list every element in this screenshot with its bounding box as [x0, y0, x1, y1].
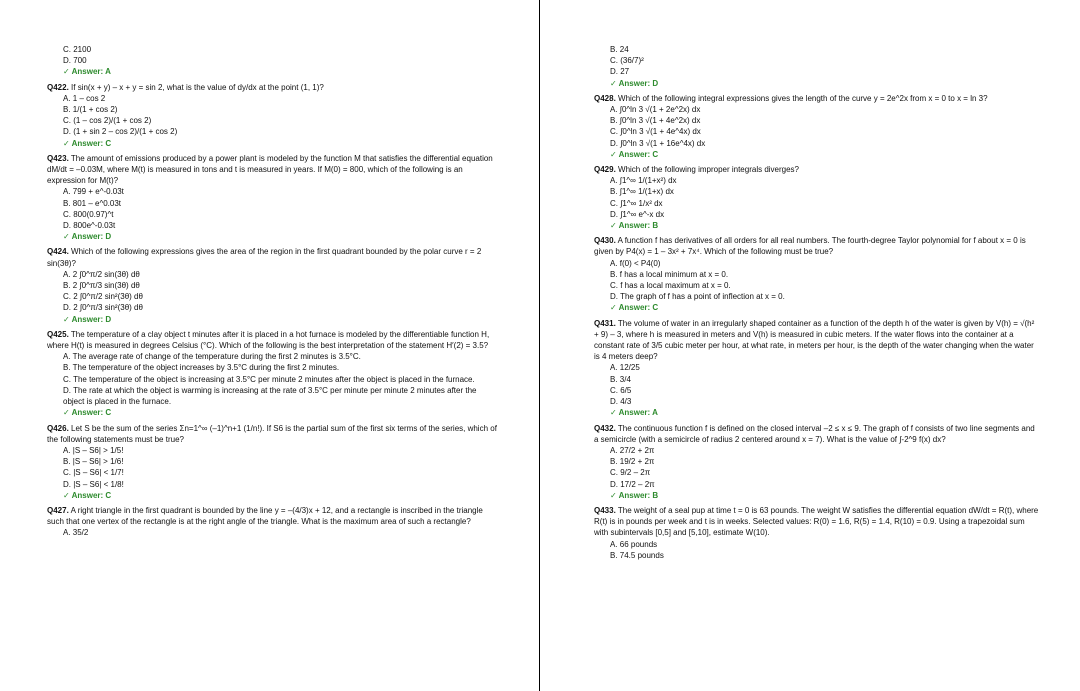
option: B. 74.5 pounds	[610, 550, 664, 560]
option: A. 27/2 + 2π	[610, 445, 655, 455]
checkmark-icon: ✓	[610, 149, 617, 159]
option: D. 17/2 – 2π	[610, 479, 655, 489]
checkmark-icon: ✓	[63, 67, 70, 77]
answer: ✓ Answer: A	[610, 408, 658, 418]
option: A. 12/25	[610, 363, 640, 373]
option: A. ∫1^∞ 1/(1+x²) dx	[610, 176, 677, 186]
option: C. The temperature of the object is increasing at 3.5°C per minute 2 minutes after the object is placed in the furnace.	[63, 374, 475, 384]
option: D. |S – S6| < 1/8!	[63, 479, 124, 489]
answer: ✓ Answer: D	[610, 78, 659, 88]
question-q428: Q428. Which of the following integral expressions gives the length of the curve y = 2e^2x from x = 0 to x = ln 3?	[594, 93, 988, 103]
checkmark-icon: ✓	[63, 408, 70, 418]
option: A. 66 pounds	[610, 539, 658, 549]
checkmark-icon: ✓	[610, 303, 617, 313]
question-q430: Q430. A function f has derivatives of all orders for all real numbers. The fourth-degree Taylor polynomial for f about x = 0 is given by P4(x) = 1 – 3x² + 7x⁴. Which of the following must be true?	[594, 236, 1026, 257]
option: C. 800(0.97)^t	[63, 209, 114, 219]
option: A. 799 + e^-0.03t	[63, 187, 124, 197]
question-q423: Q423. The amount of emissions produced by a power plant is modeled by the function M that satisfies the differential equation dM/dt = –0.03M, where M(t) is measured in tons and t is measured in years. If M(0) = 800, which of the following is an expression for M(t)?	[47, 153, 493, 186]
checkmark-icon: ✓	[63, 314, 70, 324]
question-q424: Q424. Which of the following expressions gives the area of the region in the first quadrant bounded by the polar curve r = 2 sin(3θ)?	[47, 247, 482, 268]
question-q422: Q422. If sin(x + y) – x + y = sin 2, what is the value of dy/dx at the point (1, 1)?	[47, 82, 324, 92]
column-divider	[539, 0, 540, 691]
answer: ✓ Answer: B	[610, 221, 659, 231]
option: C. 2 ∫0^π/2 sin²(3θ) dθ	[63, 292, 143, 302]
option: B. f has a local minimum at x = 0.	[610, 269, 729, 279]
checkmark-icon: ✓	[610, 490, 617, 500]
answer: ✓ Answer: C	[610, 149, 659, 159]
option: B. 2 ∫0^π/3 sin(3θ) dθ	[63, 281, 140, 291]
question-q427: Q427. A right triangle in the first quadrant is bounded by the line y = –(4/3)x + 12, and a rectangle is inscribed in the triangle such that one vertex of the rectangle is at the right angle of the triangle. What is the maximum area of such a rectangle?	[47, 505, 483, 527]
option: B. 3/4	[610, 374, 631, 384]
option: B. ∫0^ln 3 √(1 + 4e^2x) dx	[610, 116, 701, 126]
right-column	[594, 44, 1039, 561]
question-q426: Q426. Let S be the sum of the series Σn=1^∞ (–1)^n+1 (1/n!). If S6 is the partial sum of the first six terms of the series, which of the following statements must be true?	[47, 423, 497, 444]
option: A. 2 ∫0^π/2 sin(3θ) dθ	[63, 269, 140, 279]
option: C. f has a local maximum at x = 0.	[610, 281, 731, 291]
answer: ✓ Answer: D	[63, 314, 112, 324]
option: C. ∫1^∞ 1/x² dx	[610, 198, 663, 208]
answer: ✓ Answer: D	[63, 232, 112, 242]
option: C. ∫0^ln 3 √(1 + 4e^4x) dx	[610, 127, 701, 137]
option: B. 24	[610, 45, 629, 54]
option: B. 1/(1 + cos 2)	[63, 105, 118, 115]
checkmark-icon: ✓	[63, 138, 70, 148]
question-q432: Q432. The continuous function f is defined on the closed interval –2 ≤ x ≤ 9. The graph of f consists of two line segments and a semicircle (with a semicircle of radius 2 centered around x = 7). What is the value of ∫-2^9 f(x) dx?	[594, 423, 1035, 444]
option: C. (1 – cos 2)/(1 + cos 2)	[63, 116, 152, 126]
option: A. 35/2	[63, 528, 89, 538]
option: D. 700	[63, 56, 87, 66]
question-q429: Q429. Which of the following improper integrals diverges?	[594, 165, 800, 175]
option: C. |S – S6| < 1/7!	[63, 468, 124, 478]
option: C. (36/7)²	[610, 56, 644, 66]
option: B. 801 – e^0.03t	[63, 198, 122, 208]
checkmark-icon: ✓	[610, 78, 617, 88]
option: D. The rate at which the object is warming is increasing at the rate of 3.5°C per minute per minute 2 minutes after the object is placed in the furnace.	[63, 385, 477, 407]
option: A. |S – S6| > 1/5!	[63, 445, 124, 455]
option: C. 2100	[63, 45, 92, 54]
question-q425: Q425. The temperature of a clay object t minutes after it is placed in a hot furnace is modeled by the differentiable function H, where H(t) is measured in degrees Celsius (°C). Which of the following is the best interpretation of the statement H′(2) = 3.5?	[47, 329, 490, 351]
option: D. ∫1^∞ e^-x dx	[610, 209, 665, 219]
checkmark-icon: ✓	[610, 221, 617, 231]
option: D. (1 + sin 2 – cos 2)/(1 + cos 2)	[63, 127, 178, 137]
answer: ✓ Answer: C	[63, 490, 112, 500]
option: C. 6/5	[610, 385, 632, 395]
answer: ✓ Answer: A	[63, 67, 111, 77]
option: D. 4/3	[610, 397, 632, 407]
checkmark-icon: ✓	[63, 232, 70, 242]
option: D. The graph of f has a point of inflection at x = 0.	[610, 292, 785, 302]
left-column	[47, 44, 497, 539]
option: B. |S – S6| > 1/6!	[63, 457, 124, 467]
option: D. 27	[610, 67, 630, 77]
option: D. 2 ∫0^π/3 sin²(3θ) dθ	[63, 303, 143, 313]
option: A. The average rate of change of the temperature during the first 2 minutes is 3.5°C.	[63, 352, 361, 362]
option: B. The temperature of the object increases by 3.5°C during the first 2 minutes.	[63, 363, 340, 373]
option: D. 800e^-0.03t	[63, 221, 116, 231]
question-q433: Q433. The weight of a seal pup at time t = 0 is 63 pounds. The weight W satisfies the differential equation dW/dt = R(t), where R(t) is in pounds per week and t is in weeks. Selected values: R(0) = 1.6, R(5) = 1.4, R(10) = 0.9. Using a trapezoidal sum with subintervals [0,5] and [5,10], estimate W(10).	[594, 505, 1039, 538]
answer: ✓ Answer: C	[63, 408, 112, 418]
option: A. 1 – cos 2	[63, 93, 106, 103]
answer: ✓ Answer: C	[610, 303, 659, 313]
checkmark-icon: ✓	[610, 408, 617, 418]
answer: ✓ Answer: B	[610, 490, 659, 500]
option: B. 19/2 + 2π	[610, 457, 655, 467]
option: C. 9/2 – 2π	[610, 468, 651, 478]
option: A. f(0) < P4(0)	[610, 258, 661, 268]
question-q431: Q431. The volume of water in an irregularly shaped container as a function of the depth h of the water is given by V(h) = √(h² + 9) – 3, where h is measured in meters and V(h) is measured in cubic meters. If the water flows into the container at a constant rate of 3/5 cubic meter per hour, at what rate, in meters per hour, is the depth of the water changing when the water is 4 meters deep?	[594, 318, 1035, 362]
option: B. ∫1^∞ 1/(1+x) dx	[610, 187, 674, 197]
option: A. ∫0^ln 3 √(1 + 2e^2x) dx	[610, 105, 701, 115]
checkmark-icon: ✓	[63, 490, 70, 500]
option: D. ∫0^ln 3 √(1 + 16e^4x) dx	[610, 138, 706, 148]
answer: ✓ Answer: C	[63, 138, 112, 148]
